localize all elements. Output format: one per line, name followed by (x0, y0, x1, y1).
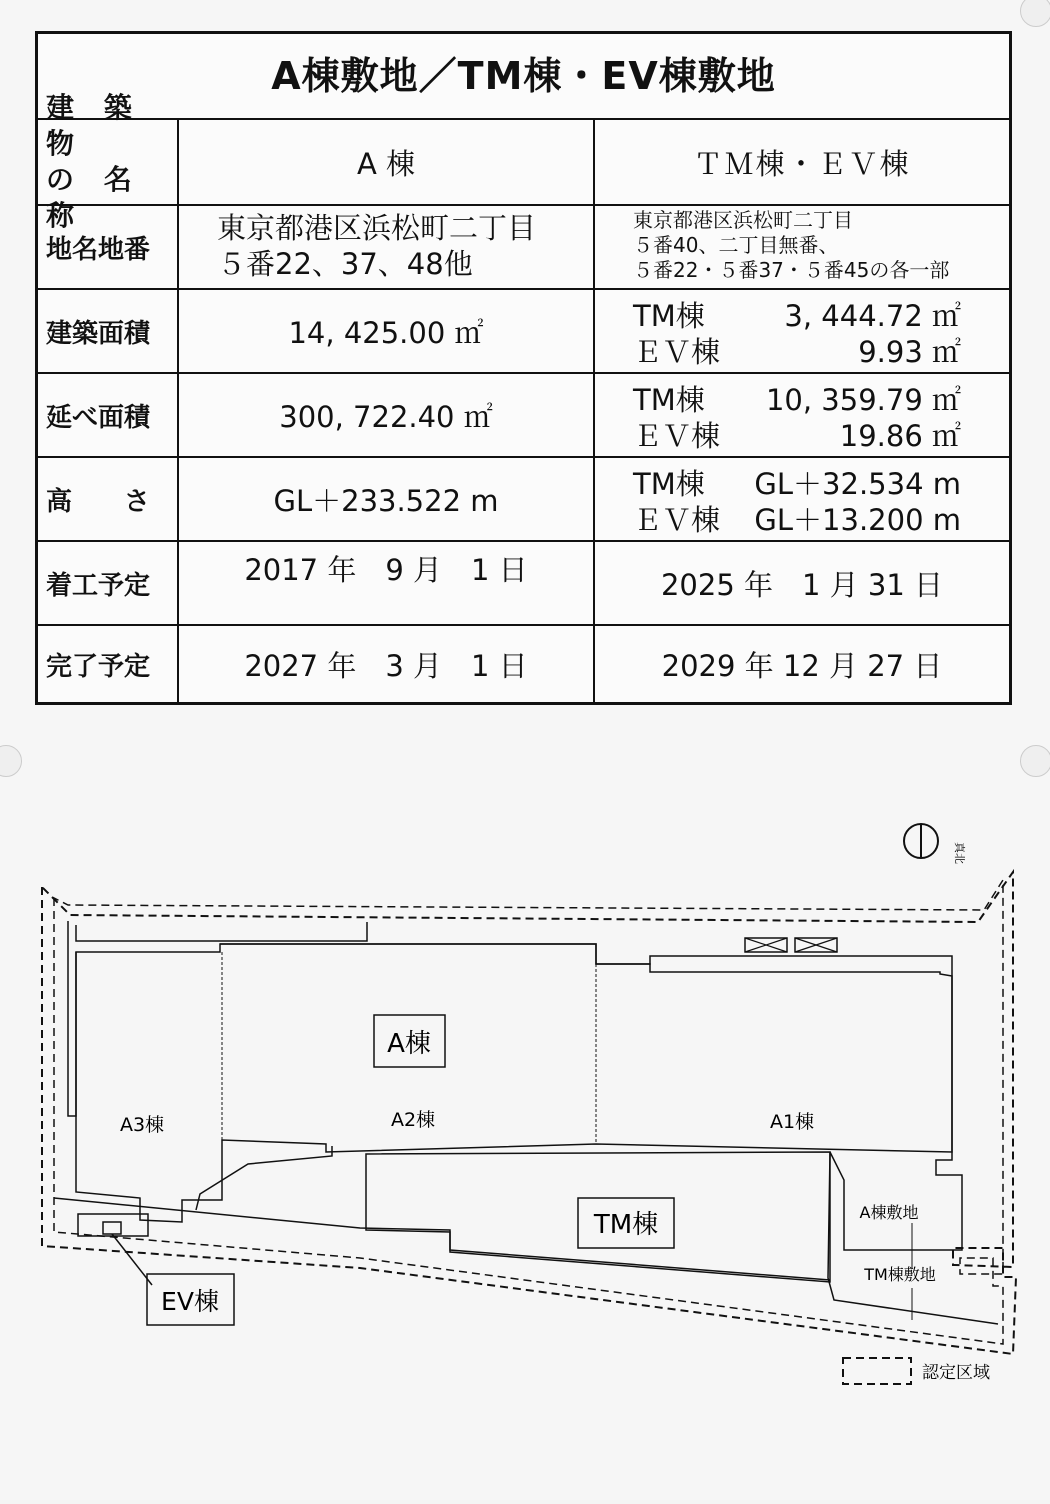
column-header-a: A 棟 (179, 120, 595, 204)
sub-label: ＥＶ棟 (633, 503, 721, 537)
row-label: 延べ面積 (38, 374, 179, 456)
address-a (179, 206, 595, 288)
row-label (38, 91, 179, 232)
building-area-b (595, 290, 1009, 372)
label-a-site: A棟敷地 (859, 1203, 919, 1222)
column-header-b: ＴＭ棟・ＥＶ棟 (693, 146, 911, 181)
a-building-outline (76, 944, 952, 1222)
mounting-hole (0, 745, 22, 777)
mounting-hole (1020, 745, 1050, 777)
equipment-mark-icon (795, 938, 837, 952)
building-info-table (35, 31, 1012, 705)
finish-b: 2029 年 12 月 27 日 (661, 648, 943, 683)
north-label: 真北 (953, 842, 966, 864)
label-line: の 名 称 (46, 163, 142, 232)
ev-leader-line (112, 1234, 152, 1285)
ev-site-box (78, 1214, 148, 1236)
height-a: GL＋233.522 m (179, 458, 595, 540)
table-row-start (38, 542, 1009, 626)
table-row-finish (38, 626, 1009, 702)
sub-value: 19.86 ㎡ (839, 419, 961, 453)
table-row-address (38, 206, 1009, 290)
row-label: 地名地番 (38, 206, 179, 288)
sub-value: 9.93 ㎡ (858, 335, 961, 369)
row-label: 完了予定 (38, 626, 179, 702)
sub-value: 3, 444.72 ㎡ (784, 299, 961, 333)
legend-swatch (843, 1358, 911, 1384)
label-a2: A2棟 (390, 1109, 436, 1131)
sub-value: 10, 359.79 ㎡ (765, 383, 961, 417)
finish-a: 2027 年 3 月 1 日 (179, 626, 595, 702)
page-title: A棟敷地／TM棟・EV棟敷地 (38, 34, 1009, 120)
start-a: 2017 年 9 月 1 日 (179, 542, 595, 624)
north-arrow-icon (904, 824, 938, 858)
label-tm-site: TM棟敷地 (864, 1265, 936, 1284)
address-a-line: 東京都港区浜松町二丁目 (217, 211, 537, 245)
label-line: 建 築 物 (46, 91, 142, 160)
sub-value: GL＋13.200 m (754, 503, 961, 537)
label-ev: EV棟 (161, 1287, 219, 1316)
address-b-line: ５番22・５番37・５番45の各一部 (633, 258, 950, 282)
sub-label: TM棟 (633, 299, 705, 333)
sub-label: ＥＶ棟 (633, 335, 721, 369)
floor-area-a: 300, 722.40 ㎡ (179, 374, 595, 456)
site-plan-drawing (0, 780, 1050, 1500)
site-boundary-line (54, 1198, 830, 1280)
site-plan (0, 780, 1050, 1500)
sub-label: TM棟 (633, 383, 705, 417)
label-tm: TM棟 (593, 1210, 659, 1240)
address-b-line: ５番40、二丁目無番、 (633, 233, 839, 257)
mounting-hole (1020, 0, 1050, 27)
site-top-strip (76, 922, 367, 941)
address-a-line: ５番22、37、48他 (217, 247, 473, 281)
address-b-line: 東京都港区浜松町二丁目 (633, 208, 853, 232)
start-b: 2025 年 1 月 31 日 (660, 567, 944, 602)
table-row-height (38, 458, 1009, 542)
row-label: 高 さ (38, 458, 179, 540)
sub-label: TM棟 (633, 467, 705, 501)
sub-label: ＥＶ棟 (633, 419, 721, 453)
ev-building-outline (103, 1222, 121, 1234)
building-area-a: 14, 425.00 ㎡ (179, 290, 595, 372)
label-a3: A3棟 (119, 1114, 165, 1136)
address-b (595, 206, 1009, 288)
table-row-building-area (38, 290, 1009, 374)
row-label: 着工予定 (38, 542, 179, 624)
table-row-floor-area (38, 374, 1009, 458)
height-b (595, 458, 1009, 540)
site-outline (68, 921, 998, 1324)
floor-area-b (595, 374, 1009, 456)
sub-value: GL＋32.534 m (754, 467, 961, 501)
equipment-mark-icon (745, 938, 787, 952)
label-a1: A1棟 (769, 1111, 815, 1133)
legend-label: 認定区域 (922, 1363, 990, 1383)
row-label: 建築面積 (38, 290, 179, 372)
label-a: A棟 (387, 1029, 431, 1059)
